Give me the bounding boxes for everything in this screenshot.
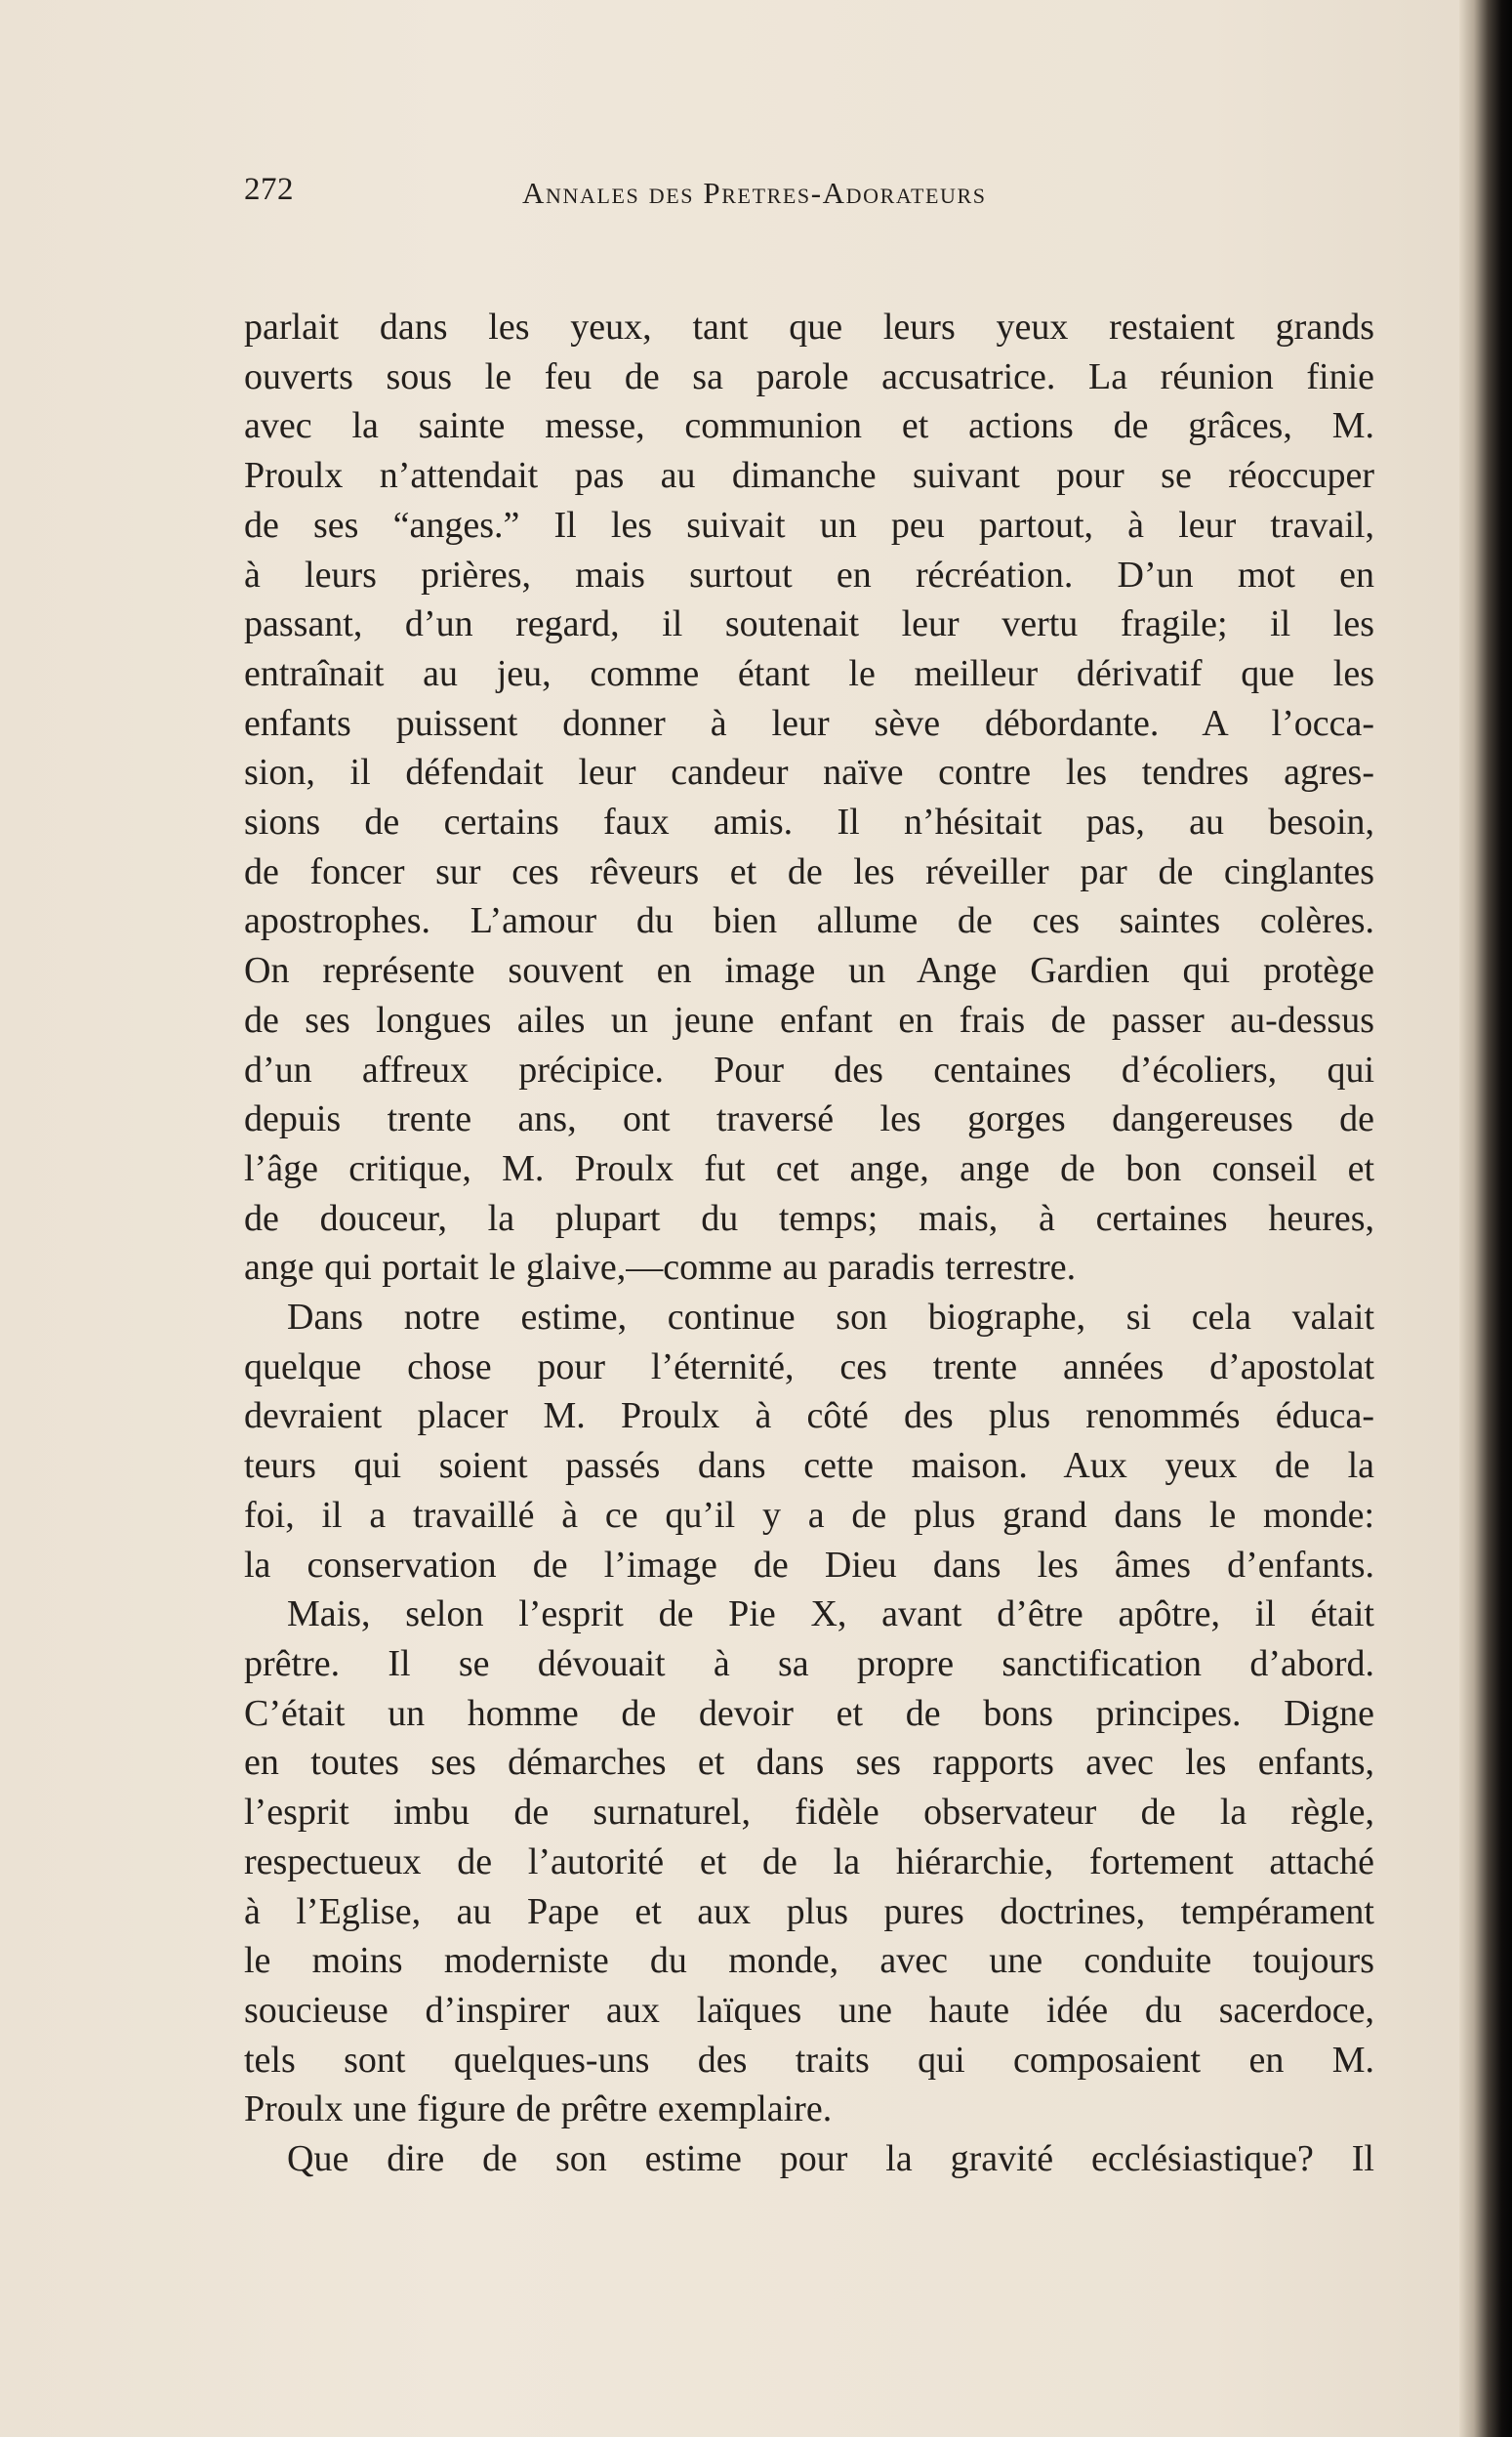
paragraph xyxy=(244,2134,1374,2184)
text-line: l’esprit imbu de surnaturel, fidèle observateur de la règle, xyxy=(244,1792,1374,1834)
text-line: On représente souvent en image un Ange Gardien qui protège xyxy=(244,950,1374,992)
text-line: C’était un homme de devoir et de bons principes. Digne xyxy=(244,1692,1374,1734)
text-line: quelque chose pour l’éternité, ces trente années d’apostolat xyxy=(244,1345,1374,1387)
text-line: ouverts sous le feu de sa parole accusatrice. La réunion finie xyxy=(244,355,1374,397)
text-line: apostrophes. L’amour du bien allume de ces saintes colères. xyxy=(244,900,1374,942)
text-line: devraient placer M. Proulx à côté des plus renommés éduca- xyxy=(244,1395,1374,1437)
paragraph xyxy=(244,303,1374,1293)
text-line: Que dire de son estime pour la gravité ecclésiastique? Il xyxy=(287,2138,1374,2180)
text-line: soucieuse d’inspirer aux laïques une haute idée du sacerdoce, xyxy=(244,1989,1374,2031)
text-line: sions de certains faux amis. Il n’hésitait pas, au besoin, xyxy=(244,802,1374,844)
text-line: Mais, selon l’esprit de Pie X, avant d’être apôtre, il était xyxy=(287,1593,1374,1635)
text-line: ange qui portait le glaive,—comme au paradis terrestre. xyxy=(244,1247,1077,1289)
text-line: de ses “anges.” Il les suivait un peu partout, à leur travail, xyxy=(244,504,1374,546)
text-line: respectueux de l’autorité et de la hiérarchie, fortement attaché xyxy=(244,1840,1374,1882)
text-line: avec la sainte messe, communion et actions de grâces, M. xyxy=(244,405,1374,447)
text-line: Proulx n’attendait pas au dimanche suivant pour se réoccuper xyxy=(244,455,1374,497)
text-line: Dans notre estime, continue son biographe, si cela valait xyxy=(287,1297,1374,1339)
text-line: parlait dans les yeux, tant que leurs yeux restaient grands xyxy=(244,307,1374,348)
running-title: Annales des Pretres-Adorateurs xyxy=(522,176,987,210)
text-line: la conservation de l’image de Dieu dans les âmes d’enfants. xyxy=(244,1544,1374,1586)
text-line: foi, il a travaillé à ce qu’il y a de plus grand dans le monde: xyxy=(244,1494,1374,1536)
text-line: le moins moderniste du monde, avec une conduite toujours xyxy=(244,1940,1374,1982)
text-line: à leurs prières, mais surtout en récréation. D’un mot en xyxy=(244,554,1374,596)
text-line: teurs qui soient passés dans cette maison. Aux yeux de la xyxy=(244,1445,1374,1487)
text-line: entraînait au jeu, comme étant le meilleur dérivatif que les xyxy=(244,652,1374,694)
text-line: depuis trente ans, ont traversé les gorges dangereuses de xyxy=(244,1098,1374,1140)
page-number: 272 xyxy=(244,172,294,207)
text-line: à l’Eglise, au Pape et aux plus pures doctrines, tempérament xyxy=(244,1890,1374,1932)
running-header xyxy=(244,166,1376,225)
text-line: Proulx une figure de prêtre exemplaire. xyxy=(244,2088,833,2130)
body-text xyxy=(244,303,1374,2184)
text-line: de foncer sur ces rêveurs et de les réveiller par de cinglantes xyxy=(244,850,1374,892)
text-line: sion, il défendait leur candeur naïve contre les tendres agres- xyxy=(244,752,1374,794)
text-line: passant, d’un regard, il soutenait leur vertu fragile; il les xyxy=(244,603,1374,645)
text-line: l’âge critique, M. Proulx fut cet ange, ange de bon conseil et xyxy=(244,1147,1374,1189)
text-line: de ses longues ailes un jeune enfant en frais de passer au-dessus xyxy=(244,999,1374,1041)
text-line: prêtre. Il se dévouait à sa propre sanctification d’abord. xyxy=(244,1642,1374,1684)
text-line: en toutes ses démarches et dans ses rapports avec les enfants, xyxy=(244,1742,1374,1784)
text-line: tels sont quelques-uns des traits qui composaient en M. xyxy=(244,2039,1374,2081)
text-line: d’un affreux précipice. Pour des centaines d’écoliers, qui xyxy=(244,1049,1374,1091)
paragraph xyxy=(244,1590,1374,2134)
text-line: enfants puissent donner à leur sève débordante. A l’occa- xyxy=(244,702,1374,744)
paragraph xyxy=(244,1293,1374,1590)
book-binding-shadow xyxy=(1459,0,1512,2437)
text-line: de douceur, la plupart du temps; mais, à certaines heures, xyxy=(244,1197,1374,1239)
